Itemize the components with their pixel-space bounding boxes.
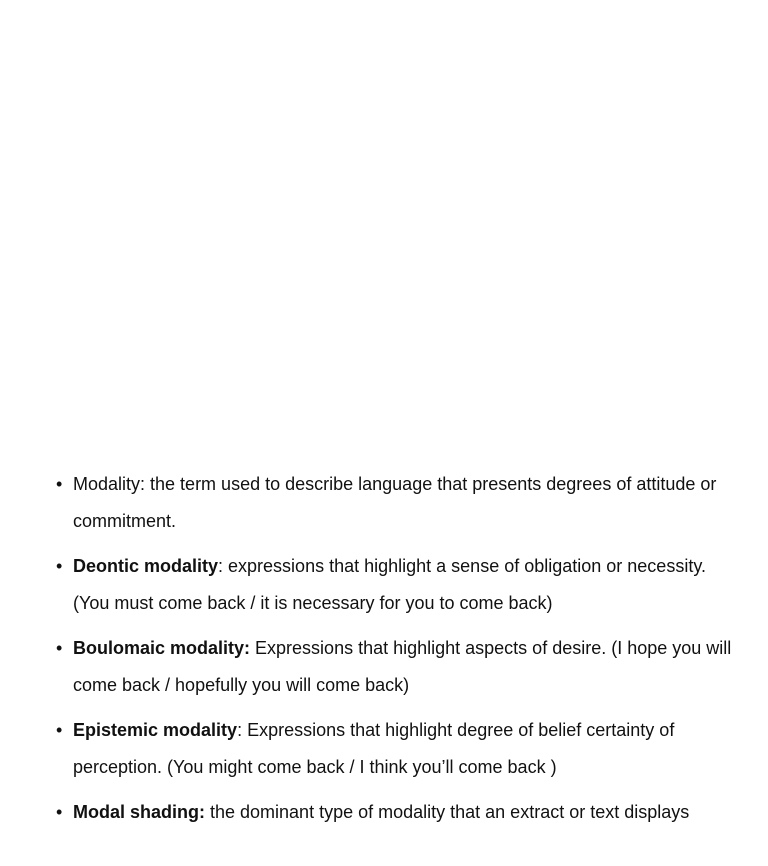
bullet-icon: • <box>56 638 63 658</box>
list-item-modality <box>56 466 746 540</box>
bullet-icon: • <box>56 720 63 740</box>
list-item-boulomaic <box>56 630 746 704</box>
definition-text: : expressions that highlight a sense of obligation or necessity. (You must come back / it is necessary for you to come back) <box>73 556 706 613</box>
list-item-epistemic <box>56 712 746 786</box>
modality-bullet-list <box>56 466 746 839</box>
bullet-icon: • <box>56 802 63 822</box>
term-label: Boulomaic modality: <box>73 638 251 658</box>
term-label: Epistemic modality <box>73 720 238 740</box>
list-item-deontic <box>56 548 746 622</box>
definition-text: : Expressions that highlight degree of belief certainty of perception. (You might come back / I think you’ll come back ) <box>73 720 675 777</box>
term-label: Modal shading: <box>73 802 205 822</box>
list-item-modal-shading <box>56 794 746 831</box>
bullet-icon: • <box>56 474 63 494</box>
bullet-icon: • <box>56 556 63 576</box>
definition-text: Expressions that highlight aspects of desire. (I hope you will come back / hopefully you will come back) <box>73 638 732 695</box>
definition-text: the dominant type of modality that an extract or text displays <box>205 802 690 822</box>
term-label: Deontic modality <box>73 556 219 576</box>
definition-text: Modality: the term used to describe language that presents degrees of attitude or commitment. <box>73 474 717 531</box>
